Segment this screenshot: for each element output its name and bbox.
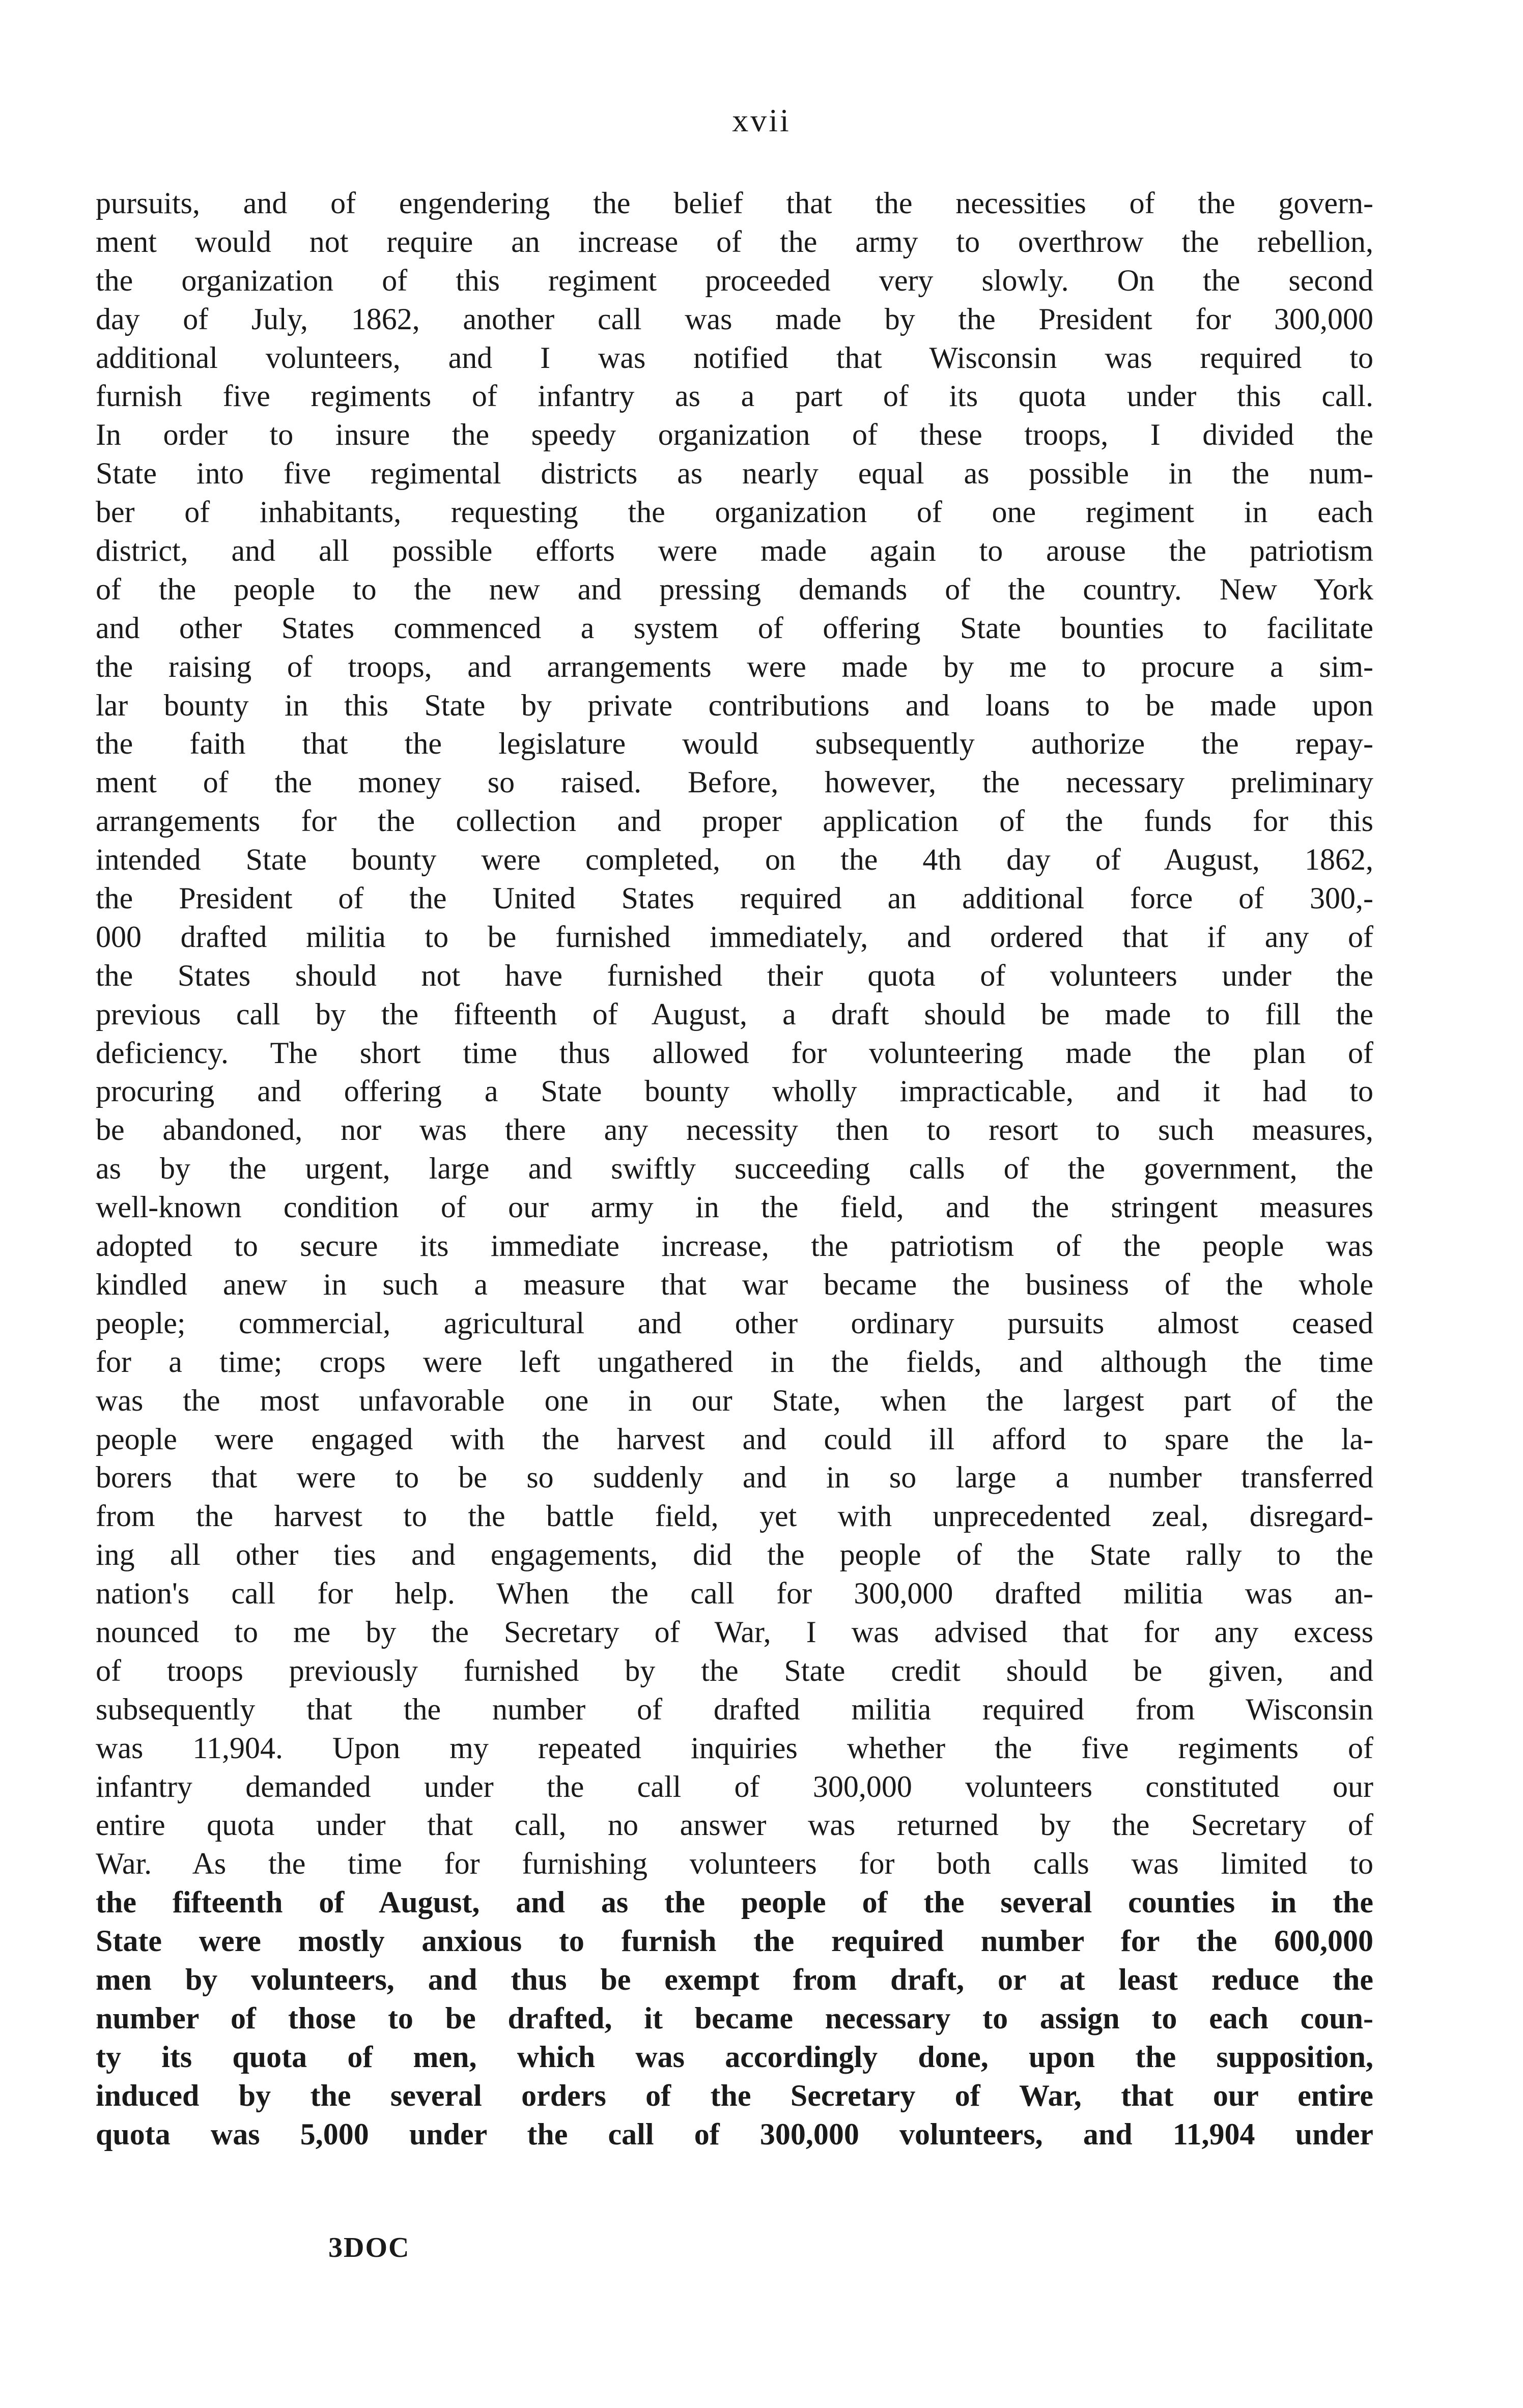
text-line: number of those to be drafted, it became necessary to assign to each coun- [96, 2001, 1373, 2035]
text-line: additional volunteers, and I was notified that Wisconsin was required to [96, 340, 1373, 375]
text-line: nation's call for help. When the call for 300,000 drafted militia was an- [96, 1576, 1373, 1611]
text-line: In order to insure the speedy organization of these troops, I divided the [96, 418, 1373, 452]
text-line: ment would not require an increase of the army to overthrow the rebellion, [96, 224, 1373, 259]
text-line: well-known condition of our army in the field, and the stringent measures [96, 1190, 1373, 1224]
body-text [96, 184, 1373, 2154]
text-line: furnish five regiments of infantry as a part of its quota under this call. [96, 379, 1373, 413]
text-line: kindled anew in such a measure that war became the business of the whole [96, 1267, 1373, 1301]
text-line: ment of the money so raised. Before, however, the necessary preliminary [96, 765, 1373, 799]
text-line: the organization of this regiment proceeded very slowly. On the second [96, 263, 1373, 297]
text-line: and other States commenced a system of offering State bounties to facilitate [96, 611, 1373, 645]
text-line: borers that were to be so suddenly and in so large a number transferred [96, 1460, 1373, 1495]
text-line: War. As the time for furnishing volunteers for both calls was limited to [96, 1847, 1373, 1881]
text-line: be abandoned, nor was there any necessity then to resort to such measures, [96, 1113, 1373, 1147]
text-line: nounced to me by the Secretary of War, I was advised that for any excess [96, 1615, 1373, 1649]
text-line: was 11,904. Upon my repeated inquiries whether the five regiments of [96, 1731, 1373, 1765]
text-line: district, and all possible efforts were made again to arouse the patriotism [96, 534, 1373, 568]
text-line: people were engaged with the harvest and could ill afford to spare the la- [96, 1422, 1373, 1456]
text-line: 000 drafted militia to be furnished immediately, and ordered that if any of [96, 920, 1373, 954]
text-line: State into five regimental districts as nearly equal as possible in the num- [96, 456, 1373, 491]
text-line: the faith that the legislature would subsequently authorize the repay- [96, 727, 1373, 761]
text-line: deficiency. The short time thus allowed for volunteering made the plan of [96, 1036, 1373, 1070]
text-line: the States should not have furnished their quota of volunteers under the [96, 958, 1373, 992]
text-line: for a time; crops were left ungathered in the fields, and although the time [96, 1344, 1373, 1379]
text-line: day of July, 1862, another call was made by the President for 300,000 [96, 302, 1373, 336]
text-line: of troops previously furnished by the State credit should be given, and [96, 1653, 1373, 1687]
text-line: intended State bounty were completed, on the 4th day of August, 1862, [96, 843, 1373, 877]
text-line: of the people to the new and pressing demands of the country. New York [96, 572, 1373, 606]
text-line: lar bounty in this State by private contributions and loans to be made upon [96, 688, 1373, 722]
text-line: subsequently that the number of drafted militia required from Wisconsin [96, 1692, 1373, 1726]
text-line: people; commercial, agricultural and other ordinary pursuits almost ceased [96, 1306, 1373, 1340]
text-line: induced by the several orders of the Secretary of War, that our entire [96, 2078, 1373, 2112]
text-line: the raising of troops, and arrangements were made by me to procure a sim- [96, 649, 1373, 683]
text-line: ty its quota of men, which was accordingly done, upon the supposition, [96, 2040, 1373, 2074]
text-line: quota was 5,000 under the call of 300,000 volunteers, and 11,904 under [96, 2117, 1373, 2151]
page-number: xvii [732, 102, 791, 138]
signature-mark: 3DOC [328, 2232, 410, 2263]
text-line: entire quota under that call, no answer was returned by the Secretary of [96, 1808, 1373, 1842]
text-line: the fifteenth of August, and as the people of the several counties in the [96, 1885, 1373, 1919]
text-line: infantry demanded under the call of 300,000 volunteers constituted our [96, 1769, 1373, 1803]
text-line: as by the urgent, large and swiftly succeeding calls of the government, the [96, 1152, 1373, 1186]
text-line: men by volunteers, and thus be exempt from draft, or at least reduce the [96, 1962, 1373, 1996]
text-line: pursuits, and of engendering the belief that the necessities of the govern- [96, 186, 1373, 220]
text-line: the President of the United States required an additional force of 300,- [96, 881, 1373, 915]
text-line: arrangements for the collection and proper application of the funds for this [96, 804, 1373, 838]
text-line: State were mostly anxious to furnish the required number for the 600,000 [96, 1924, 1373, 1958]
text-line: ber of inhabitants, requesting the organization of one regiment in each [96, 495, 1373, 529]
text-line: procuring and offering a State bounty wholly impracticable, and it had to [96, 1074, 1373, 1108]
text-line: previous call by the fifteenth of August, a draft should be made to fill the [96, 997, 1373, 1031]
text-line: from the harvest to the battle field, yet with unprecedented zeal, disregard- [96, 1499, 1373, 1533]
text-line: was the most unfavorable one in our State, when the largest part of the [96, 1383, 1373, 1417]
text-line: adopted to secure its immediate increase, the patriotism of the people was [96, 1229, 1373, 1263]
text-line: ing all other ties and engagements, did the people of the State rally to the [96, 1538, 1373, 1572]
